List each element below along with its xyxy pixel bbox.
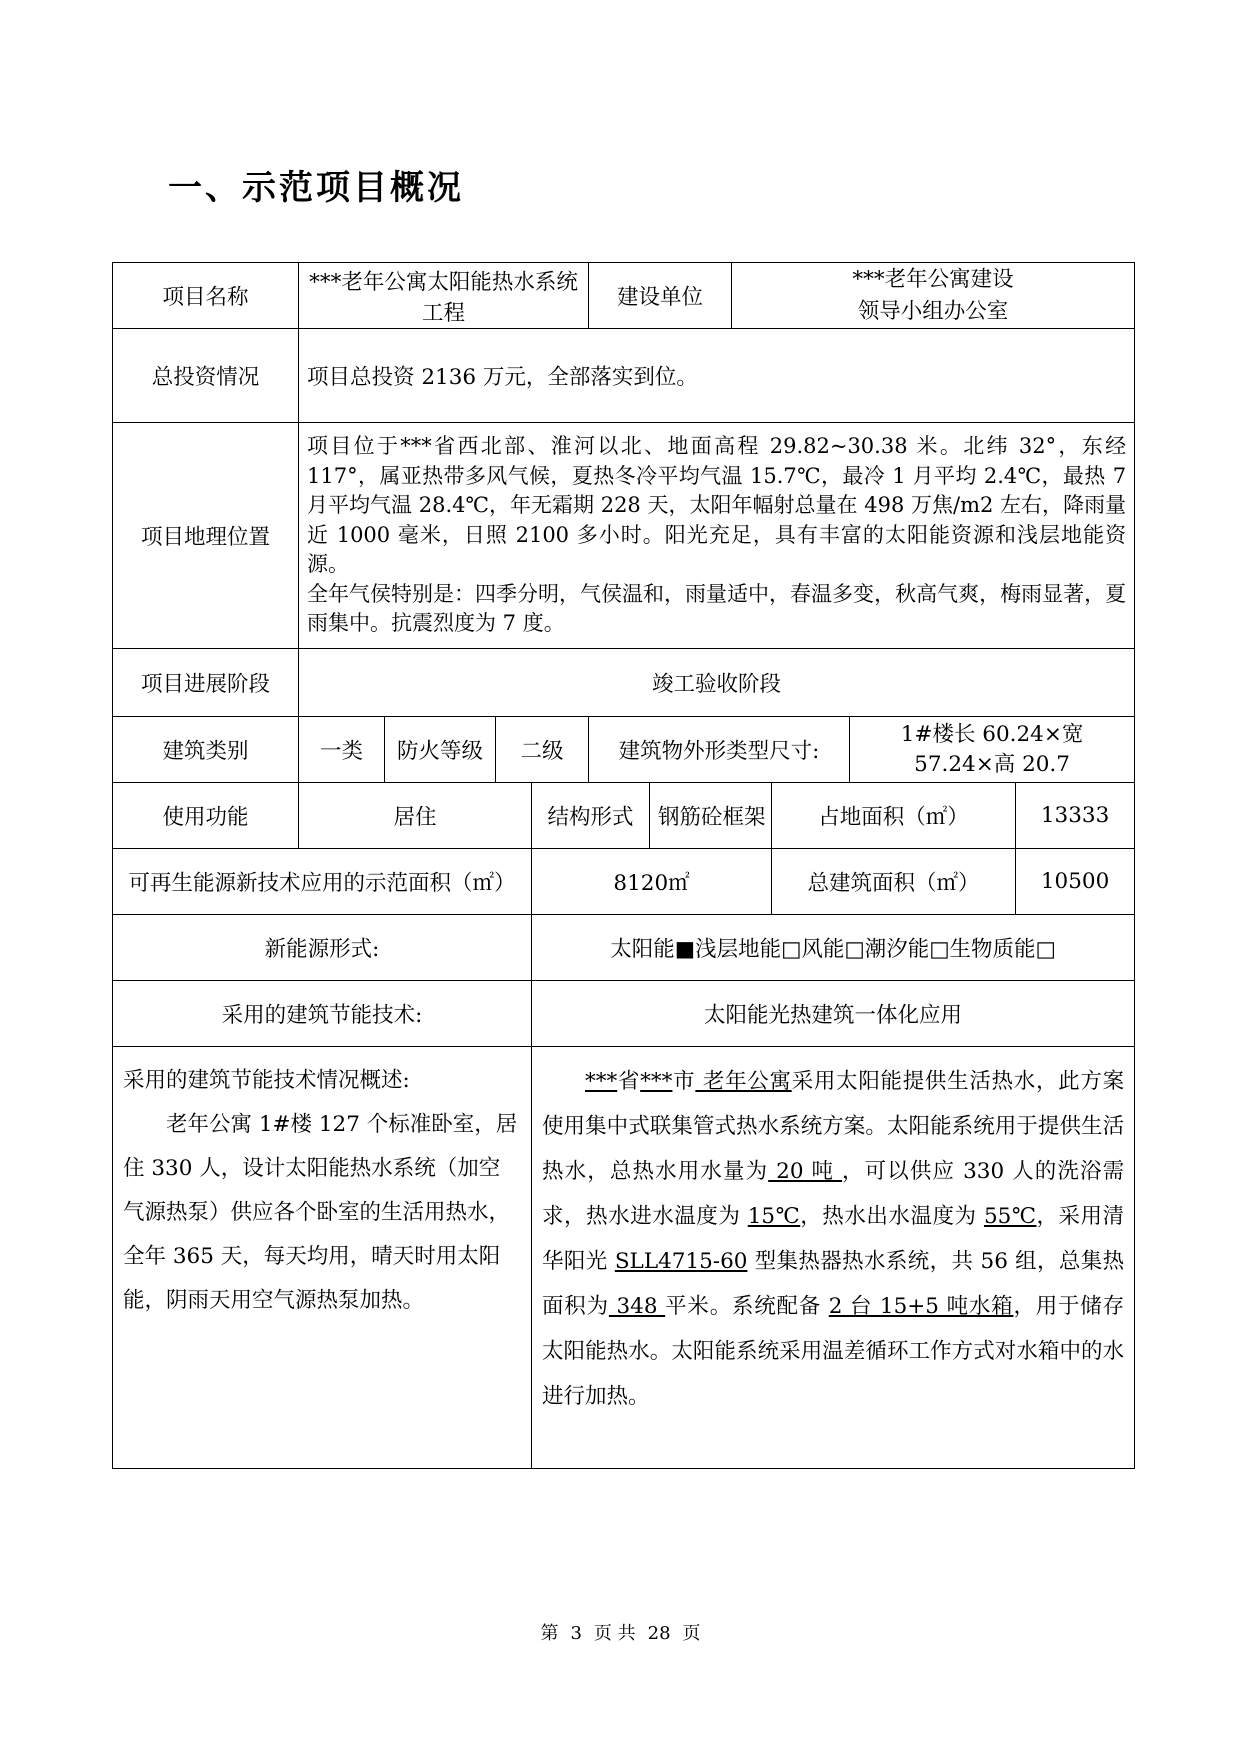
builder-line-2: 领导小组办公室	[857, 298, 1009, 324]
structure-value: 钢筋砼框架	[650, 783, 772, 849]
builder-label: 建设单位	[589, 263, 732, 329]
table-row	[113, 717, 1135, 783]
water-volume-underlined: 20 吨	[768, 1159, 843, 1184]
province-placeholder: ***	[585, 1069, 618, 1094]
table-row	[113, 649, 1135, 717]
land-area-value: 13333	[1016, 783, 1135, 849]
function-value: 居住	[299, 783, 532, 849]
building-type-label: 建筑类别	[113, 717, 299, 783]
function-label: 使用功能	[113, 783, 299, 849]
tech-label: 采用的建筑节能技术:	[113, 981, 532, 1047]
table-row	[113, 1047, 1135, 1469]
total-area-value: 10500	[1016, 849, 1135, 915]
text-segment: ，热水出水温度为	[800, 1204, 984, 1229]
overview-left-cell	[113, 1047, 532, 1469]
location-paragraph-2: 全年气侯特别是：四季分明，气侯温和，雨量适中，春温多变，秋高气爽，梅雨显著，夏雨集中。抗震烈度为 7 度。	[307, 581, 1127, 636]
shape-value	[850, 717, 1135, 783]
project-name-label: 项目名称	[113, 263, 299, 329]
footer-total-pages: 28	[647, 1623, 671, 1644]
tech-value: 太阳能光热建筑一体化应用	[532, 981, 1135, 1047]
table-row	[113, 981, 1135, 1047]
table-row	[113, 783, 1135, 849]
renew-area-value: 8120㎡	[532, 849, 772, 915]
text-segment: ，可以供应 330 人的洗浴需求，热水进水温度为	[542, 1159, 1125, 1229]
energy-form-value: 太阳能■浅层地能□风能□潮汐能□生物质能□	[532, 915, 1135, 981]
fire-label: 防火等级	[385, 717, 496, 783]
text-segment: ，用于储存太阳能热水。太阳能系统采用温差循环工作方式对水箱中的水进行加热。	[542, 1294, 1125, 1409]
text-segment: ，采用清华阳光	[542, 1204, 1125, 1274]
location-value	[299, 423, 1135, 649]
text-segment: 采用太阳能提供生活热水，此方案使用集中式联集管式热水系统方案。太阳能系统用于提供生活热水，总热水用水量为	[542, 1069, 1125, 1184]
table-row	[113, 423, 1135, 649]
stage-label: 项目进展阶段	[113, 649, 299, 717]
renew-area-label: 可再生能源新技术应用的示范面积（㎡）	[113, 849, 532, 915]
builder-value	[732, 263, 1135, 329]
investment-label: 总投资情况	[113, 329, 299, 423]
overview-left-text: 老年公寓 1#楼 127 个标准卧室，居住 330 人，设计太阳能热水系统（加空气源热泵）供应各个卧室的生活用热水，全年 365 天，每天均用，晴天时用太阳能，阴雨天用空气源热泵加热。	[123, 1112, 518, 1313]
total-area-label: 总建筑面积（㎡）	[772, 849, 1016, 915]
text-segment: 市	[672, 1069, 696, 1094]
footer-suffix: 页	[682, 1623, 701, 1644]
overview-right-text	[542, 1059, 1124, 1419]
table-row	[113, 329, 1135, 423]
inlet-temp-underlined: 15℃	[747, 1204, 801, 1229]
text-segment: 省	[617, 1069, 641, 1094]
text-segment: 平米。系统配备	[665, 1294, 829, 1319]
stage-value: 竣工验收阶段	[299, 649, 1135, 717]
project-name-underlined: 老年公寓	[695, 1069, 792, 1094]
project-name-value: ***老年公寓太阳能热水系统工程	[299, 263, 589, 329]
fire-value: 二级	[496, 717, 589, 783]
location-paragraph-1: 项目位于***省西北部、淮河以北、地面高程 29.82~30.38 米。北纬 32°，东经 117°，属亚热带多风气候，夏热冬冷平均气温 15.7℃，最冷 1 月平均 2.4℃，最热 7 月平均气温 28.4℃，年无霜期 228 天，太阳年幅射总量在 498 万焦/m2 左右，降雨量近 1000 毫米，日照 2100 多小时。阳光充足，具有丰富的太阳能资源和浅层地能资源。	[307, 434, 1127, 577]
page-footer	[0, 1619, 1241, 1645]
collector-model-underlined: SLL4715-60	[614, 1249, 748, 1274]
investment-value: 项目总投资 2136 万元，全部落实到位。	[299, 329, 1135, 423]
table-row	[113, 849, 1135, 915]
page-title: 一、示范项目概况	[168, 168, 464, 208]
energy-form-label: 新能源形式:	[113, 915, 532, 981]
land-area-label: 占地面积（㎡）	[772, 783, 1016, 849]
footer-middle: 页 共	[593, 1623, 636, 1644]
outlet-temp-underlined: 55℃	[983, 1204, 1037, 1229]
table-row	[113, 263, 1135, 329]
shape-line-1: 1#楼长 60.24×宽	[900, 721, 1084, 747]
builder-line-1: ***老年公寓建设	[852, 266, 1014, 292]
location-label: 项目地理位置	[113, 423, 299, 649]
shape-label: 建筑物外形类型尺寸:	[589, 717, 850, 783]
shape-line-2: 57.24×高 20.7	[914, 751, 1070, 777]
building-type-value: 一类	[299, 717, 385, 783]
text-segment: 型集热器热水系统，共 56 组，总集热面积为	[542, 1249, 1125, 1319]
structure-label: 结构形式	[532, 783, 650, 849]
tank-spec-underlined: 2 台 15+5 吨水箱	[828, 1294, 1014, 1319]
city-placeholder: ***	[640, 1069, 673, 1094]
collector-area-underlined: 348	[608, 1294, 666, 1319]
overview-right-cell	[532, 1047, 1135, 1469]
project-overview-table	[112, 262, 1135, 1469]
table-row	[113, 915, 1135, 981]
footer-prefix: 第	[540, 1623, 559, 1644]
footer-page-number: 3	[570, 1623, 582, 1644]
overview-label: 采用的建筑节能技术情况概述:	[123, 1068, 410, 1093]
